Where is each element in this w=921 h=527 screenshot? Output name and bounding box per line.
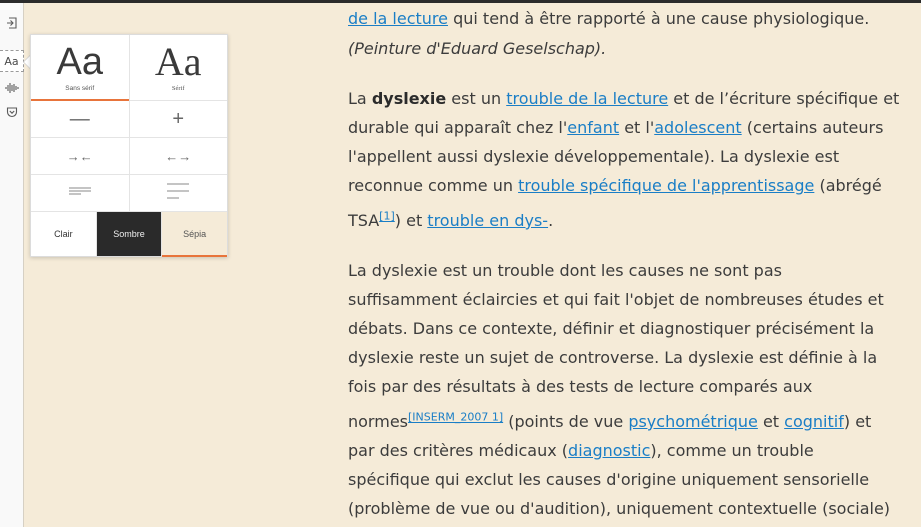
theme-label: Sépia bbox=[183, 229, 207, 239]
font-sample-sans: Aa bbox=[56, 41, 103, 83]
paragraph-line: La dyslexie est un trouble dont les causes ne sont pas bbox=[348, 261, 782, 280]
link-trouble-specifique[interactable]: trouble spécifique de l'apprentissage bbox=[518, 176, 815, 195]
paragraph-line: reconnue comme un trouble spécifique de l'apprentissage (abrégé bbox=[348, 176, 882, 195]
close-reader-button[interactable] bbox=[0, 12, 24, 34]
plus-icon: + bbox=[172, 107, 185, 130]
link-trouble-en-dys[interactable]: trouble en dys- bbox=[427, 211, 549, 230]
save-to-pocket-button[interactable] bbox=[0, 101, 24, 123]
paragraph-line: spécifique qui exclut les causes d'origine uniquement sensorielle bbox=[348, 470, 870, 489]
paragraph-line: par des critères médicaux (diagnostic), comme un trouble bbox=[348, 441, 814, 460]
theme-label: Sombre bbox=[113, 229, 145, 239]
paragraph-line: La dyslexie est un trouble de la lecture et de l’écriture spécifique et bbox=[348, 89, 900, 108]
font-size-row bbox=[31, 101, 227, 138]
paragraph-line: dyslexie reste un sujet de controverse. La dyslexie est définie à la bbox=[348, 348, 878, 367]
reference-link[interactable]: [INSERM_2007 1] bbox=[408, 410, 504, 424]
reference-link[interactable]: [1] bbox=[379, 209, 395, 223]
paragraph-line: de la lecture qui tend à être rapporté à une cause physiologique. bbox=[348, 9, 870, 28]
text-settings-popup bbox=[30, 34, 228, 257]
paragraph-line: suffisamment éclaircies et qui fait l'objet de nombreuses études et bbox=[348, 290, 884, 309]
font-serif-button[interactable] bbox=[130, 35, 228, 100]
theme-light-button[interactable] bbox=[31, 212, 97, 256]
narrate-button[interactable] bbox=[0, 77, 24, 99]
minus-icon: — bbox=[69, 107, 90, 130]
paragraph-line: durable qui apparaît chez l'enfant et l'adolescent (certains auteurs bbox=[348, 118, 884, 137]
close-reader-icon bbox=[6, 17, 18, 29]
font-family-row bbox=[31, 35, 227, 101]
paragraph-line: l'appellent aussi dyslexie développementale). La dyslexie est bbox=[348, 147, 840, 166]
link-lecture[interactable]: de la lecture bbox=[348, 9, 448, 28]
paragraph-line: TSA[1]) et trouble en dys-. bbox=[348, 209, 554, 230]
arrows-in-icon: →← bbox=[66, 148, 93, 164]
font-label-serif: Sérif bbox=[171, 85, 185, 92]
paragraph-line: (problème de vue ou d'audition), uniquement contextuelle (sociale) bbox=[348, 499, 891, 518]
narrower-content-button[interactable] bbox=[31, 138, 130, 174]
selected-indicator bbox=[162, 255, 227, 257]
theme-dark-button[interactable] bbox=[97, 212, 163, 256]
theme-sepia-button[interactable] bbox=[162, 212, 227, 256]
link-enfant[interactable]: enfant bbox=[567, 118, 620, 137]
paragraph-line: fois par des résultats à des tests de lecture comparés aux bbox=[348, 377, 813, 396]
link-diagnostic[interactable]: diagnostic bbox=[568, 441, 651, 460]
reader-toolbar bbox=[0, 3, 24, 527]
paragraph-line: normes[INSERM_2007 1] (points de vue psychométrique et cognitif) et bbox=[348, 410, 872, 431]
text-settings-button[interactable] bbox=[0, 50, 24, 72]
decrease-line-height-button[interactable] bbox=[31, 175, 130, 211]
link-adolescent[interactable]: adolescent bbox=[654, 118, 742, 137]
line-height-compact-icon bbox=[69, 184, 91, 202]
arrows-out-icon: ←→ bbox=[165, 148, 192, 164]
save-to-pocket-icon bbox=[6, 106, 18, 118]
increase-line-height-button[interactable] bbox=[130, 175, 228, 211]
color-theme-row bbox=[31, 212, 227, 256]
wider-content-button[interactable] bbox=[130, 138, 228, 174]
font-sample-serif: Aa bbox=[154, 39, 202, 84]
paragraph-line: débats. Dans ce contexte, définir et diagnostiquer précisément la bbox=[348, 319, 875, 338]
theme-label: Clair bbox=[54, 229, 73, 239]
link-psychometrique[interactable]: psychométrique bbox=[628, 412, 758, 431]
narrate-icon bbox=[5, 82, 19, 94]
line-height-row bbox=[31, 175, 227, 212]
font-sans-serif-button[interactable] bbox=[31, 35, 130, 100]
line-height-loose-icon bbox=[167, 182, 189, 205]
link-trouble-de-la-lecture[interactable]: trouble de la lecture bbox=[506, 89, 669, 108]
font-label-sans: Sans sérif bbox=[65, 85, 95, 92]
decrease-font-size-button[interactable] bbox=[31, 101, 130, 137]
text-settings-icon: Aa bbox=[4, 54, 19, 68]
link-cognitif[interactable]: cognitif bbox=[784, 412, 844, 431]
increase-font-size-button[interactable] bbox=[130, 101, 228, 137]
image-caption: (Peinture d'Eduard Geselschap). bbox=[348, 39, 607, 58]
content-width-row bbox=[31, 138, 227, 175]
window-top-bar bbox=[0, 0, 921, 3]
